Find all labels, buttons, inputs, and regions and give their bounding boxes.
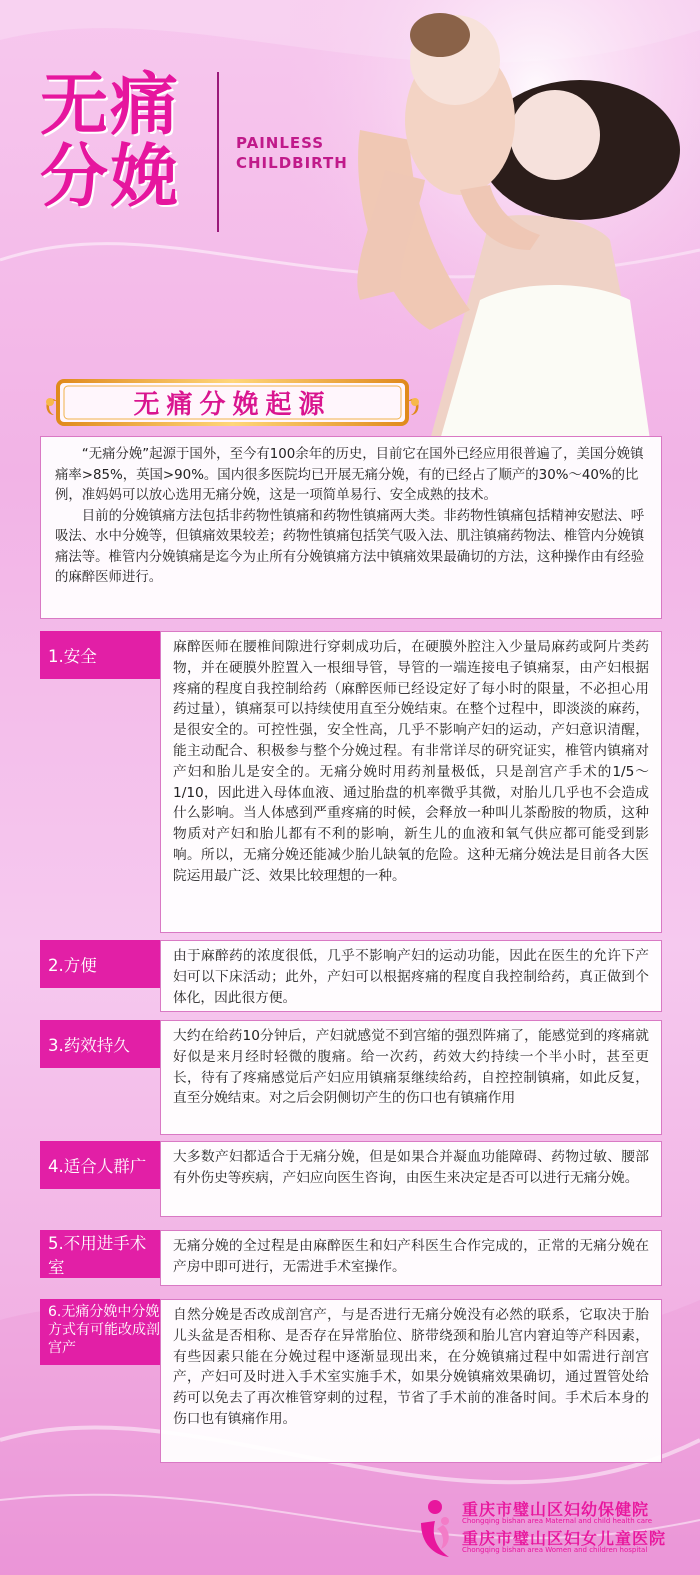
hospital-name-1: 重庆市璧山区妇幼保健院 <box>462 1500 650 1519</box>
english-title-line-2: CHILDBIRTH <box>236 154 348 172</box>
hospital-name-2-en: Chongqing bishan area Women and children hospital <box>462 1546 648 1554</box>
intro-paragraph-2: 目前的分娩镇痛方法包括非药物性镇痛和药物性镇痛两大类。非药物性镇痛包括精神安慰法、呼吸法、水中分娩等，但镇痛效果较差；药物性镇痛包括笑气吸入法、肌注镇痛药物法、椎管内分娩镇痛法等。椎管内分娩镇痛是迄今为止所有分娩镇痛方法中镇痛效果最确切的方法，这种操作由有经验的麻醉医师进行。 <box>55 508 645 585</box>
intro-box <box>40 436 662 619</box>
section-text: 由于麻醉药的浓度很低，几乎不影响产妇的运动功能，因此在医生的允许下产妇可以下床活动；此外，产妇可以根据疼痛的程度自我控制给药，真正做到个体化，因此很方便。 <box>160 940 662 1012</box>
intro-paragraph-1: “无痛分娩”起源于国外，至今有100余年的历史，目前它在国外已经应用很普遍了，美国分娩镇痛率>85%，英国>90%。国内很多医院均已开展无痛分娩，有的已经占了顺产的30%～40%的比例，准妈妈可以放心选用无痛分娩，这是一项简单易行、安全成熟的技术。 <box>55 447 644 503</box>
origin-banner-title: 无痛分娩起源 <box>133 390 332 420</box>
section-text: 无痛分娩的全过程是由麻醉医生和妇产科医生合作完成的，正常的无痛分娩在产房中即可进行，无需进手术室操作。 <box>160 1230 662 1286</box>
title-line-2: 分娩 <box>40 138 181 217</box>
hospital-name-1-en: Chongqing bishan area Maternal and child health care <box>462 1517 653 1525</box>
section-label: 3.药效持久 <box>40 1020 160 1068</box>
section-label: 4.适合人群广 <box>40 1141 160 1189</box>
english-title-line-1: PAINLESS <box>236 134 325 152</box>
section-label: 1.安全 <box>40 631 160 679</box>
hospital-name-2: 重庆市璧山区妇女儿童医院 <box>462 1529 667 1548</box>
title-divider <box>217 72 219 232</box>
section-label: 2.方便 <box>40 940 160 988</box>
section-text: 麻醉医师在腰椎间隙进行穿刺成功后，在硬膜外腔注入少量局麻药或阿片类药物，并在硬膜外腔置入一根细导管，导管的一端连接电子镇痛泵，由产妇根据疼痛的程度自我控制给药（麻醉医师已经设定好了每小时的限量，不必担心用药过量），镇痛泵可以持续使用直至分娩结束。在整个过程中，即淡淡的麻药，是很安全的。可控性强，安全性高，几乎不影响产妇的运动，产妇意识清醒，能主动配合、积极参与整个分娩过程。有非常详尽的研究证实，椎管内镇痛对产妇和胎儿是安全的。无痛分娩时用药剂量极低，只是剖宫产手术的1/5～1/10，因此进入母体血液、通过胎盘的机率微乎其微，对胎儿几乎也不会造成什么影响。当人体感到严重疼痛的时候，会释放一种叫儿茶酚胺的物质，这种物质对产妇和胎儿都有不利的影响，新生儿的血液和氧气供应都可能受到影响。所以，无痛分娩还能减少胎儿缺氧的危险。这种无痛分娩法是目前各大医院运用最广泛、效果比较理想的一种。 <box>160 631 662 933</box>
title-line-1: 无痛 <box>40 66 181 145</box>
mother-child-logo-icon <box>413 1497 455 1567</box>
section-text: 大多数产妇都适合于无痛分娩，但是如果合并凝血功能障碍、药物过敏、腰部有外伤史等疾病，产妇应向医生咨询，由医生来决定是否可以进行无痛分娩。 <box>160 1141 662 1217</box>
mother-baby-photo <box>290 0 700 440</box>
section-text: 自然分娩是否改成剖宫产，与是否进行无痛分娩没有必然的联系，它取决于胎儿头盆是否相称、是否存在异常胎位、脐带绕颈和胎儿宫内窘迫等产科因素，有些因素只能在分娩过程中逐渐显现出来，在分娩镇痛过程中如需进行剖宫产，产妇可及时进入手术室实施手术，如果分娩镇痛效果确切，通过置管处给药可以免去了再次椎管穿刺的过程，节省了手术前的准备时间。手术后本身的伤口也有镇痛作用。 <box>160 1299 662 1463</box>
section-text: 大约在给药10分钟后，产妇就感觉不到宫缩的强烈阵痛了，能感觉到的疼痛就好似是来月经时轻微的腹痛。给一次药，药效大约持续一个半小时，甚至更长，待有了疼痛感觉后产妇应用镇痛泵继续给药，自控控制镇痛，如此反复，直至分娩结束。对之后会阴侧切产生的伤口也有镇痛作用 <box>160 1020 662 1135</box>
english-title <box>236 133 348 173</box>
title-block <box>40 66 181 217</box>
section-label: 5.不用进手术室 <box>40 1230 160 1278</box>
section-label: 6.无痛分娩中分娩方式有可能改成剖宫产 <box>40 1299 160 1365</box>
